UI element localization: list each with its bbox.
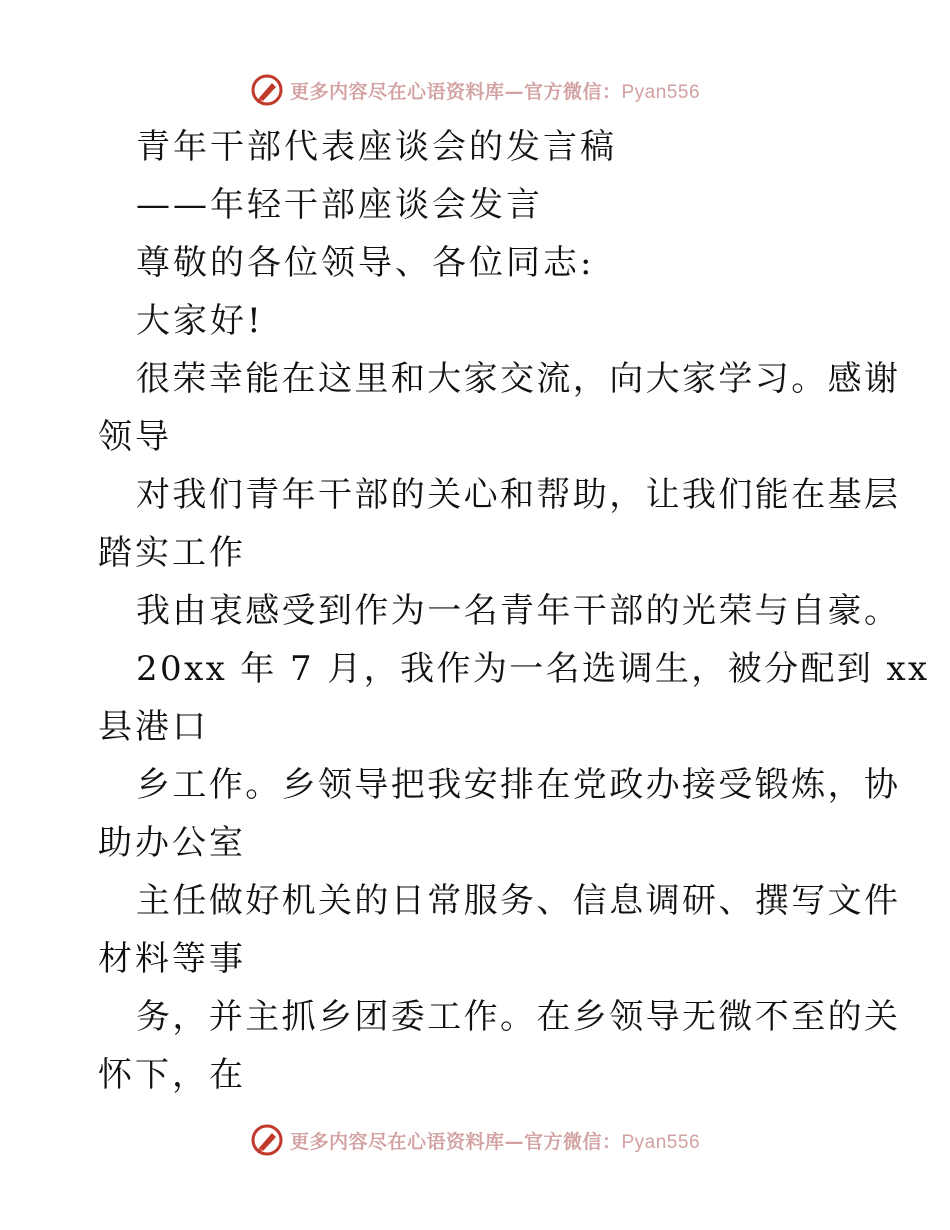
watermark-text: 更多内容尽在心语资料库—官方微信：Pyan556 (289, 1130, 701, 1153)
pen-logo-icon (250, 1123, 284, 1157)
paragraph-line: 材料等事 (98, 939, 246, 979)
paragraph-line: 领导 (98, 417, 172, 457)
greeting: 大家好! (136, 301, 264, 341)
paragraph-line: 20xx 年 7 月，我作为一名选调生，被分配到 xx (136, 649, 930, 689)
paragraph-line: 踏实工作 (98, 533, 246, 573)
document-subtitle: ——年轻干部座谈会发言 (136, 185, 543, 225)
paragraph-line: 主任做好机关的日常服务、信息调研、撰写文件 (136, 881, 901, 921)
paragraph-line: 县港口 (98, 707, 209, 747)
salutation: 尊敬的各位领导、各位同志: (136, 243, 595, 283)
paragraph-line: 助办公室 (98, 823, 246, 863)
paragraph-line: 很荣幸能在这里和大家交流，向大家学习。感谢 (136, 359, 901, 399)
footer-watermark (0, 1120, 950, 1160)
pen-logo-icon (250, 73, 284, 107)
paragraph-line: 对我们青年干部的关心和帮助，让我们能在基层 (136, 475, 901, 515)
document-body (98, 118, 930, 1104)
watermark-text: 更多内容尽在心语资料库—官方微信：Pyan556 (289, 80, 701, 103)
paragraph-line: 务，并主抓乡团委工作。在乡领导无微不至的关 (136, 997, 901, 1037)
paragraph-line: 怀下，在 (98, 1055, 246, 1095)
header-watermark (0, 70, 950, 110)
paragraph-line: 我由衷感受到作为一名青年干部的光荣与自豪。 (136, 591, 901, 631)
document-title: 青年干部代表座谈会的发言稿 (136, 127, 617, 167)
paragraph-line: 乡工作。乡领导把我安排在党政办接受锻炼，协 (136, 765, 901, 805)
